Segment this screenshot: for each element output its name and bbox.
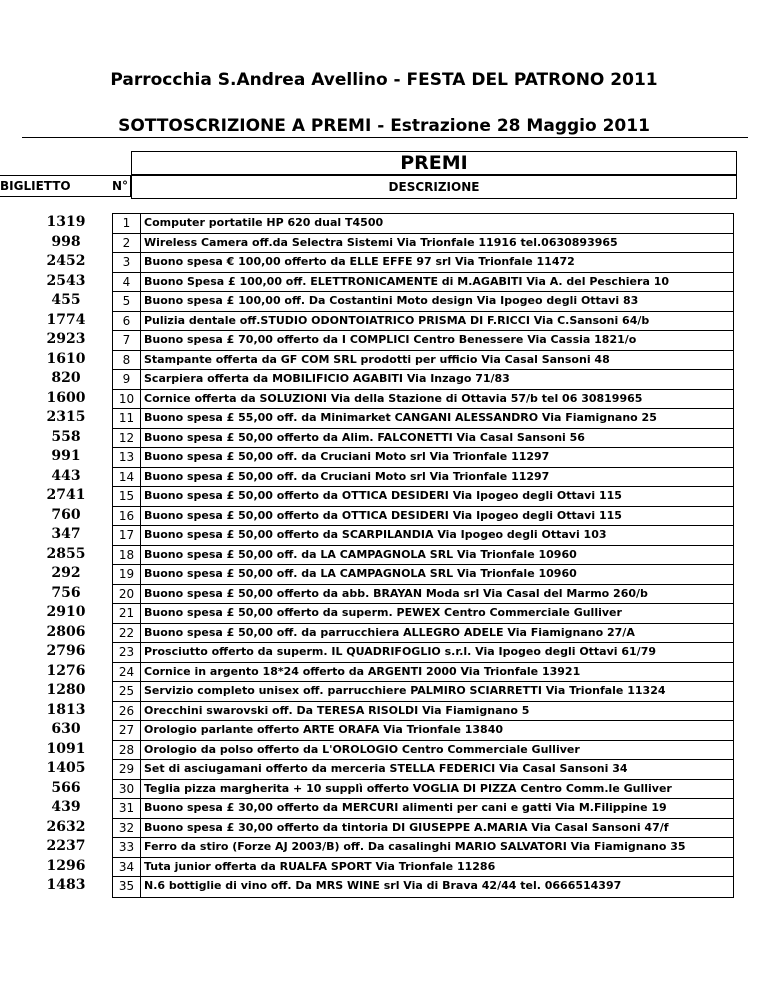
table-row <box>112 253 734 273</box>
table-row <box>112 780 734 800</box>
table-row <box>112 682 734 702</box>
table-row <box>112 741 734 761</box>
table-row <box>112 546 734 566</box>
prize-number: 22 <box>112 624 141 643</box>
prize-description: Buono spesa £ 70,00 offerto da I COMPLICI Centro Benessere Via Cassia 1821/o <box>141 331 734 350</box>
prize-number: 12 <box>112 429 141 448</box>
prize-number: 7 <box>112 331 141 350</box>
prize-number: 8 <box>112 351 141 370</box>
ticket-number: 1813 <box>46 701 86 718</box>
prize-number: 30 <box>112 780 141 799</box>
ticket-number: 760 <box>51 506 81 523</box>
prize-description: Buono spesa £ 50,00 off. da LA CAMPAGNOLA SRL Via Trionfale 10960 <box>141 565 734 584</box>
prize-description: Scarpiera offerta da MOBILIFICIO AGABITI Via Inzago 71/83 <box>141 370 734 389</box>
table-row <box>112 409 734 429</box>
prize-description: Buono spesa £ 50,00 offerto da superm. PEWEX Centro Commerciale Gulliver <box>141 604 734 623</box>
table-row <box>112 663 734 683</box>
prize-description: Prosciutto offerto da superm. IL QUADRIFOGLIO s.r.l. Via Ipogeo degli Ottavi 61/79 <box>141 643 734 662</box>
ticket-number: 347 <box>51 526 81 542</box>
table-row <box>112 585 734 605</box>
prize-description: N.6 bottiglie di vino off. Da MRS WINE srl Via di Brava 42/44 tel. 0666514397 <box>141 877 734 897</box>
table-row <box>112 468 734 488</box>
ticket-number: 2855 <box>46 545 86 562</box>
prize-number: 33 <box>112 838 141 857</box>
prize-description: Buono spesa € 100,00 offerto da ELLE EFFE 97 srl Via Trionfale 11472 <box>141 253 734 272</box>
prize-number: 20 <box>112 585 141 604</box>
prize-number: 26 <box>112 702 141 721</box>
ticket-number: 439 <box>51 799 81 815</box>
table-row <box>112 448 734 468</box>
ticket-number: 1280 <box>46 682 86 698</box>
ticket-number-list <box>18 213 114 896</box>
ticket-number: 443 <box>51 467 81 484</box>
prize-description: Tuta junior offerta da RUALFA SPORT Via Trionfale 11286 <box>141 858 734 877</box>
prize-description: Buono spesa £ 50,00 offerto da OTTICA DESIDERI Via Ipogeo degli Ottavi 115 <box>141 487 734 506</box>
prize-number: 6 <box>112 312 141 331</box>
prize-number: 1 <box>112 214 141 233</box>
ticket-number: 998 <box>51 233 81 250</box>
ticket-number: 1483 <box>46 877 86 893</box>
ticket-number: 1610 <box>46 350 86 367</box>
table-row <box>112 370 734 390</box>
prize-description: Buono spesa £ 50,00 offerto da OTTICA DESIDERI Via Ipogeo degli Ottavi 115 <box>141 507 734 526</box>
table-row <box>112 819 734 839</box>
ticket-number: 2632 <box>46 818 86 835</box>
table-row <box>112 877 734 897</box>
prize-number: 28 <box>112 741 141 760</box>
prize-description: Buono spesa £ 50,00 offerto da Alim. FALCONETTI Via Casal Sansoni 56 <box>141 429 734 448</box>
prize-number: 9 <box>112 370 141 389</box>
ticket-number: 820 <box>51 370 81 386</box>
table-row <box>112 292 734 312</box>
ticket-number: 2796 <box>46 643 86 659</box>
table-row <box>112 312 734 332</box>
table-row <box>112 838 734 858</box>
table-row <box>112 702 734 722</box>
prize-description: Buono spesa £ 30,00 offerto da tintoria DI GIUSEPPE A.MARIA Via Casal Sansoni 47/f <box>141 819 734 838</box>
prize-description: Buono Spesa £ 100,00 off. ELETTRONICAMENTE di M.AGABITI Via A. del Peschiera 10 <box>141 273 734 292</box>
ticket-number: 756 <box>51 584 81 601</box>
ticket-number: 558 <box>51 428 81 445</box>
ticket-number: 2315 <box>46 409 86 425</box>
ticket-number: 2806 <box>46 623 86 640</box>
prize-description: Servizio completo unisex off. parrucchiere PALMIRO SCIARRETTI Via Trionfale 11324 <box>141 682 734 701</box>
prize-number: 35 <box>112 877 141 897</box>
prize-number: 5 <box>112 292 141 311</box>
ticket-number: 2741 <box>46 487 86 503</box>
prize-description: Orologio parlante offerto ARTE ORAFA Via Trionfale 13840 <box>141 721 734 740</box>
ticket-number: 1296 <box>46 857 86 874</box>
prize-number: 19 <box>112 565 141 584</box>
prize-description: Pulizia dentale off.STUDIO ODONTOIATRICO PRISMA DI F.RICCI Via C.Sansoni 64/b <box>141 312 734 331</box>
document-title: Parrocchia S.Andrea Avellino - FESTA DEL PATRONO 2011 <box>110 70 658 90</box>
prize-number: 10 <box>112 390 141 409</box>
prize-number: 21 <box>112 604 141 623</box>
document-subtitle: SOTTOSCRIZIONE A PREMI - Estrazione 28 Maggio 2011 <box>118 116 650 136</box>
prize-description: Buono spesa £ 50,00 off. da parrucchiera ALLEGRO ADELE Via Fiamignano 27/A <box>141 624 734 643</box>
table-row <box>112 214 734 234</box>
prize-number: 4 <box>112 273 141 292</box>
ticket-number: 991 <box>51 448 81 464</box>
prize-description: Wireless Camera off.da Selectra Sistemi Via Trionfale 11916 tel.0630893965 <box>141 234 734 253</box>
table-row <box>112 643 734 663</box>
prize-description: Buono spesa £ 100,00 off. Da Costantini Moto design Via Ipogeo degli Ottavi 83 <box>141 292 734 311</box>
ticket-number: 2452 <box>46 253 86 269</box>
table-row <box>112 799 734 819</box>
prize-number: 25 <box>112 682 141 701</box>
prize-number: 24 <box>112 663 141 682</box>
table-row <box>112 331 734 351</box>
prize-description: Teglia pizza margherita + 10 supplì offerto VOGLIA DI PIZZA Centro Comm.le Gulliver <box>141 780 734 799</box>
prize-number: 23 <box>112 643 141 662</box>
ticket-number: 455 <box>51 292 81 308</box>
prize-number: 13 <box>112 448 141 467</box>
table-row <box>112 565 734 585</box>
table-row <box>112 507 734 527</box>
ticket-number: 1405 <box>46 760 86 776</box>
prize-number: 16 <box>112 507 141 526</box>
ticket-number: 1276 <box>46 662 86 679</box>
table-row <box>112 624 734 644</box>
prize-description: Buono spesa £ 50,00 offerto da SCARPILANDIA Via Ipogeo degli Ottavi 103 <box>141 526 734 545</box>
table-row <box>112 429 734 449</box>
description-column-header: DESCRIZIONE <box>131 175 737 199</box>
prize-description: Stampante offerta da GF COM SRL prodotti per ufficio Via Casal Sansoni 48 <box>141 351 734 370</box>
prize-description: Buono spesa £ 55,00 off. da Minimarket CANGANI ALESSANDRO Via Fiamignano 25 <box>141 409 734 428</box>
prize-description: Computer portatile HP 620 dual T4500 <box>141 214 734 233</box>
ticket-number: 2923 <box>46 331 86 347</box>
ticket-number: 1600 <box>46 389 86 406</box>
ticket-number: 1091 <box>46 740 86 757</box>
table-row <box>112 760 734 780</box>
prize-table <box>112 213 734 898</box>
table-row <box>112 273 734 293</box>
prize-description: Buono spesa £ 30,00 offerto da MERCURI alimenti per cani e gatti Via M.Filippine 19 <box>141 799 734 818</box>
table-row <box>112 390 734 410</box>
prize-number: 27 <box>112 721 141 740</box>
number-column-header: N° <box>112 179 129 193</box>
prize-number: 34 <box>112 858 141 877</box>
prize-description: Cornice offerta da SOLUZIONI Via della Stazione di Ottavia 57/b tel 06 30819965 <box>141 390 734 409</box>
ticket-number: 1774 <box>46 311 86 328</box>
prize-description: Orologio da polso offerto da L'OROLOGIO Centro Commerciale Gulliver <box>141 741 734 760</box>
ticket-number: 566 <box>51 779 81 796</box>
prize-description: Set di asciugamani offerto da merceria STELLA FEDERICI Via Casal Sansoni 34 <box>141 760 734 779</box>
prize-description: Buono spesa £ 50,00 offerto da abb. BRAYAN Moda srl Via Casal del Marmo 260/b <box>141 585 734 604</box>
ticket-number: 292 <box>51 565 81 581</box>
prize-number: 31 <box>112 799 141 818</box>
table-row <box>112 234 734 254</box>
prize-number: 14 <box>112 468 141 487</box>
prize-description: Cornice in argento 18*24 offerto da ARGENTI 2000 Via Trionfale 13921 <box>141 663 734 682</box>
prize-number: 3 <box>112 253 141 272</box>
table-row <box>112 487 734 507</box>
prize-description: Ferro da stiro (Forze AJ 2003/B) off. Da casalinghi MARIO SALVATORI Via Fiamignano 35 <box>141 838 734 857</box>
prize-number: 15 <box>112 487 141 506</box>
prize-number: 18 <box>112 546 141 565</box>
prize-description: Orecchini swarovski off. Da TERESA RISOLDI Via Fiamignano 5 <box>141 702 734 721</box>
prize-description: Buono spesa £ 50,00 off. da Cruciani Moto srl Via Trionfale 11297 <box>141 448 734 467</box>
prize-number: 2 <box>112 234 141 253</box>
prize-number: 11 <box>112 409 141 428</box>
prize-number: 17 <box>112 526 141 545</box>
ticket-number: 2237 <box>46 838 86 854</box>
table-row <box>112 721 734 741</box>
table-row <box>112 351 734 371</box>
prizes-section-title: PREMI <box>131 151 737 175</box>
prize-description: Buono spesa £ 50,00 off. da Cruciani Moto srl Via Trionfale 11297 <box>141 468 734 487</box>
prize-number: 32 <box>112 819 141 838</box>
title-divider <box>22 137 748 138</box>
table-row <box>112 526 734 546</box>
prize-description: Buono spesa £ 50,00 off. da LA CAMPAGNOLA SRL Via Trionfale 10960 <box>141 546 734 565</box>
ticket-number: 1319 <box>46 214 86 230</box>
ticket-column-header: BIGLIETTO <box>0 179 71 193</box>
table-row <box>112 604 734 624</box>
table-row <box>112 858 734 878</box>
prize-number: 29 <box>112 760 141 779</box>
ticket-number: 630 <box>51 721 81 737</box>
ticket-number: 2543 <box>46 272 86 289</box>
ticket-number: 2910 <box>46 604 86 620</box>
